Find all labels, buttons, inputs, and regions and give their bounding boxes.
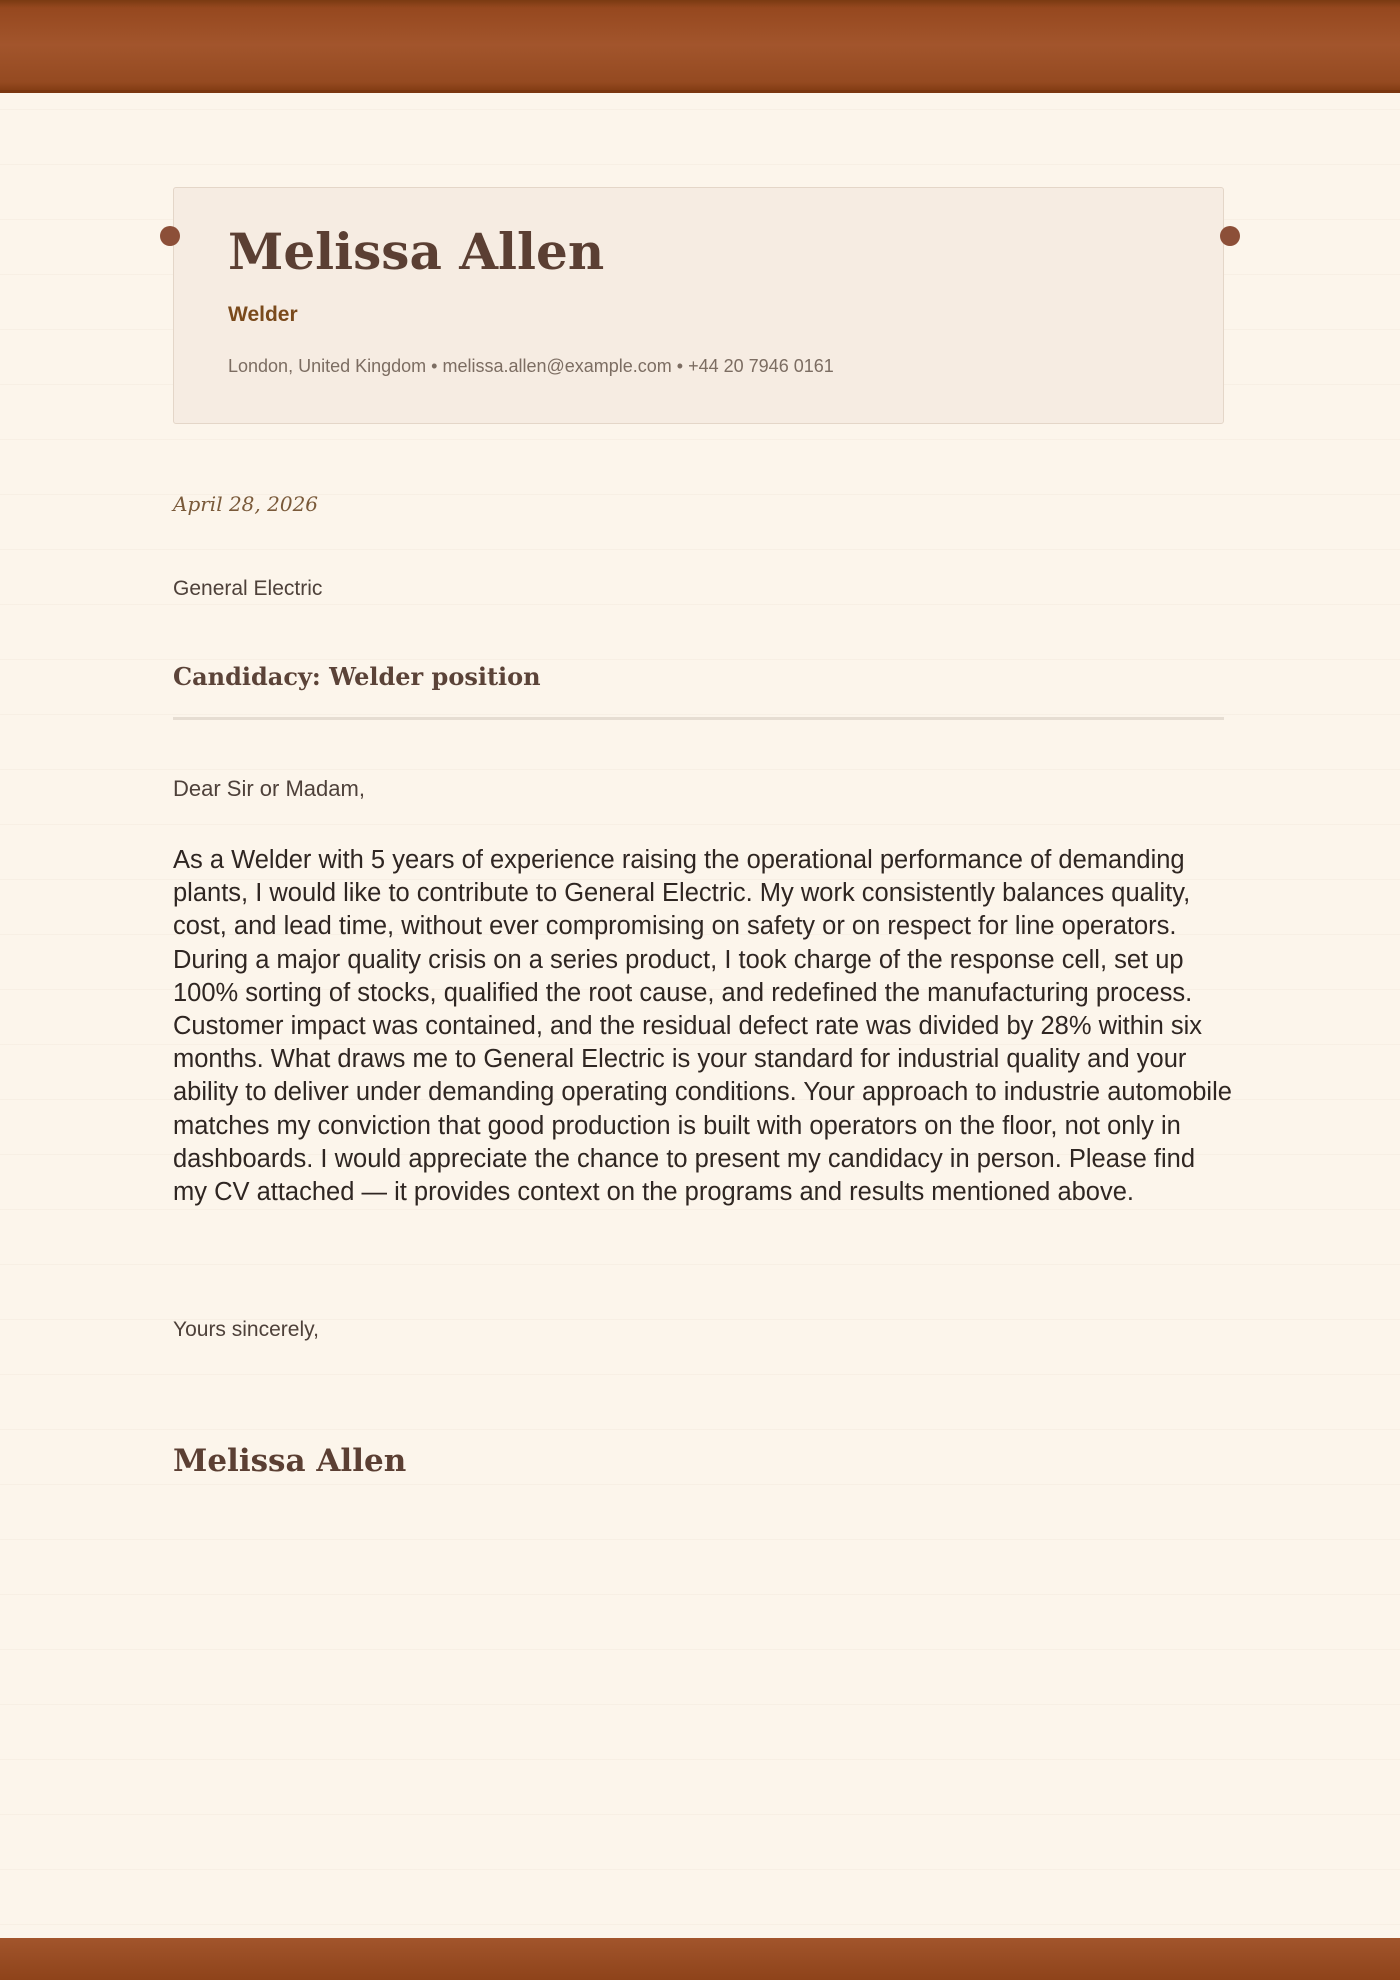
divider: [173, 717, 1224, 720]
top-decorative-band: [0, 0, 1400, 93]
letter-subject: Candidacy: Welder position: [173, 662, 541, 691]
signature: Melissa Allen: [173, 1443, 407, 1479]
pin-icon: [1220, 226, 1240, 246]
bottom-decorative-band: [0, 1938, 1400, 1980]
salutation: Dear Sir or Madam,: [173, 776, 365, 801]
closing: Yours sincerely,: [173, 1318, 319, 1341]
header-card: [173, 187, 1224, 424]
applicant-role: Welder: [228, 303, 298, 326]
letter-date: April 28, 2026: [173, 492, 319, 516]
applicant-name: Melissa Allen: [228, 222, 605, 281]
recipient: General Electric: [173, 577, 323, 600]
pin-icon: [160, 226, 180, 246]
letter-body: As a Welder with 5 years of experience raising the operational performance of demanding plants, I would like to contribute to General Electric. My work consistently balances quality, cost, and lead time, without ever compromising on safety or on respect for line operators. During a major quality crisis on a series product, I took charge of the response cell, set up 100% sorting of stocks, qualified the root cause, and redefined the manufacturing process. Customer impact was contained, and the residual defect rate was divided by 28% within six months. What draws me to General Electric is your standard for industrial quality and your ability to deliver under demanding operating conditions. Your approach to industrie automobile matches my conviction that good production is built with operators on the floor, not only in dashboards. I would appreciate the chance to present my candidacy in person. Please find my CV attached — it provides context on the programs and results mentioned above.: [173, 846, 1232, 1207]
contact-line: London, United Kingdom • melissa.allen@example.com • +44 20 7946 0161: [228, 356, 834, 376]
